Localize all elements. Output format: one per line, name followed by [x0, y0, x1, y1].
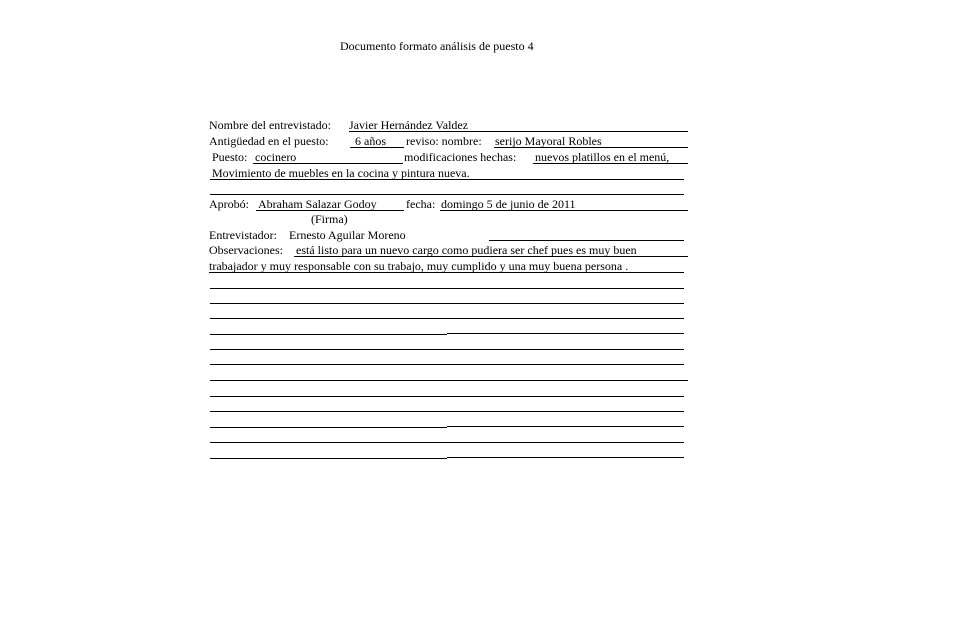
- observations-value-line-2: trabajador y muy responsable con su trabajo, muy cumplido y una muy buena persona .: [209, 259, 629, 273]
- ruled-line: [210, 334, 447, 335]
- ruled-line: [210, 396, 684, 397]
- interviewer-label: Entrevistador:: [209, 228, 277, 242]
- blank-line: [210, 194, 684, 195]
- ruled-line: [210, 411, 684, 412]
- approver-underline: [256, 210, 404, 211]
- ruled-line: [210, 427, 447, 428]
- modifications-label: modificaciones hechas:: [404, 150, 517, 164]
- interviewee-label: Nombre del entrevistado:: [209, 118, 331, 132]
- modifications-underline-1: [533, 163, 688, 164]
- observations-value-line-1: está listo para un nuevo cargo como pudiera ser chef pues es muy buen: [296, 243, 637, 257]
- ruled-line: [210, 288, 684, 289]
- document-title: Documento formato análisis de puesto 4: [340, 39, 534, 53]
- position-label: Puesto:: [212, 150, 248, 164]
- seniority-underline: [350, 147, 404, 148]
- interviewer-value: Ernesto Aguilar Moreno: [289, 228, 406, 242]
- ruled-line: [447, 457, 684, 458]
- observations-underline-1: [294, 256, 688, 257]
- observations-underline-2: [209, 272, 684, 273]
- date-value: domingo 5 de junio de 2011: [441, 197, 576, 211]
- ruled-line: [210, 442, 684, 443]
- interviewee-value: Javier Hernández Valdez: [349, 118, 469, 132]
- modifications-value-line-2: Movimiento de muebles en la cocina y pintura nueva.: [212, 166, 470, 180]
- signature-caption: (Firma): [311, 212, 348, 226]
- reviewer-label: reviso: nombre:: [406, 134, 482, 148]
- ruled-line: [210, 318, 684, 319]
- position-underline: [253, 163, 403, 164]
- date-label: fecha:: [406, 197, 436, 211]
- ruled-line: [210, 380, 688, 381]
- ruled-line: [210, 349, 684, 350]
- ruled-line: [210, 303, 684, 304]
- observations-label: Observaciones:: [209, 243, 283, 257]
- modifications-underline-2: [210, 179, 684, 180]
- approver-value: Abraham Salazar Godoy: [258, 197, 377, 211]
- approver-label: Aprobó:: [209, 197, 249, 211]
- ruled-line: [447, 333, 684, 334]
- seniority-value: 6 años: [355, 134, 386, 148]
- reviewer-value: serijo Mayoral Robles: [495, 134, 602, 148]
- interviewer-underline: [489, 240, 684, 241]
- interviewee-underline: [349, 131, 688, 132]
- modifications-value-line-1: nuevos platillos en el menú,: [535, 150, 670, 164]
- ruled-line: [210, 364, 684, 365]
- seniority-label: Antigüedad en el puesto:: [209, 134, 329, 148]
- ruled-line: [210, 458, 447, 459]
- date-underline: [440, 210, 688, 211]
- position-value: cocinero: [255, 150, 297, 164]
- reviewer-underline: [494, 147, 688, 148]
- ruled-line: [447, 426, 684, 427]
